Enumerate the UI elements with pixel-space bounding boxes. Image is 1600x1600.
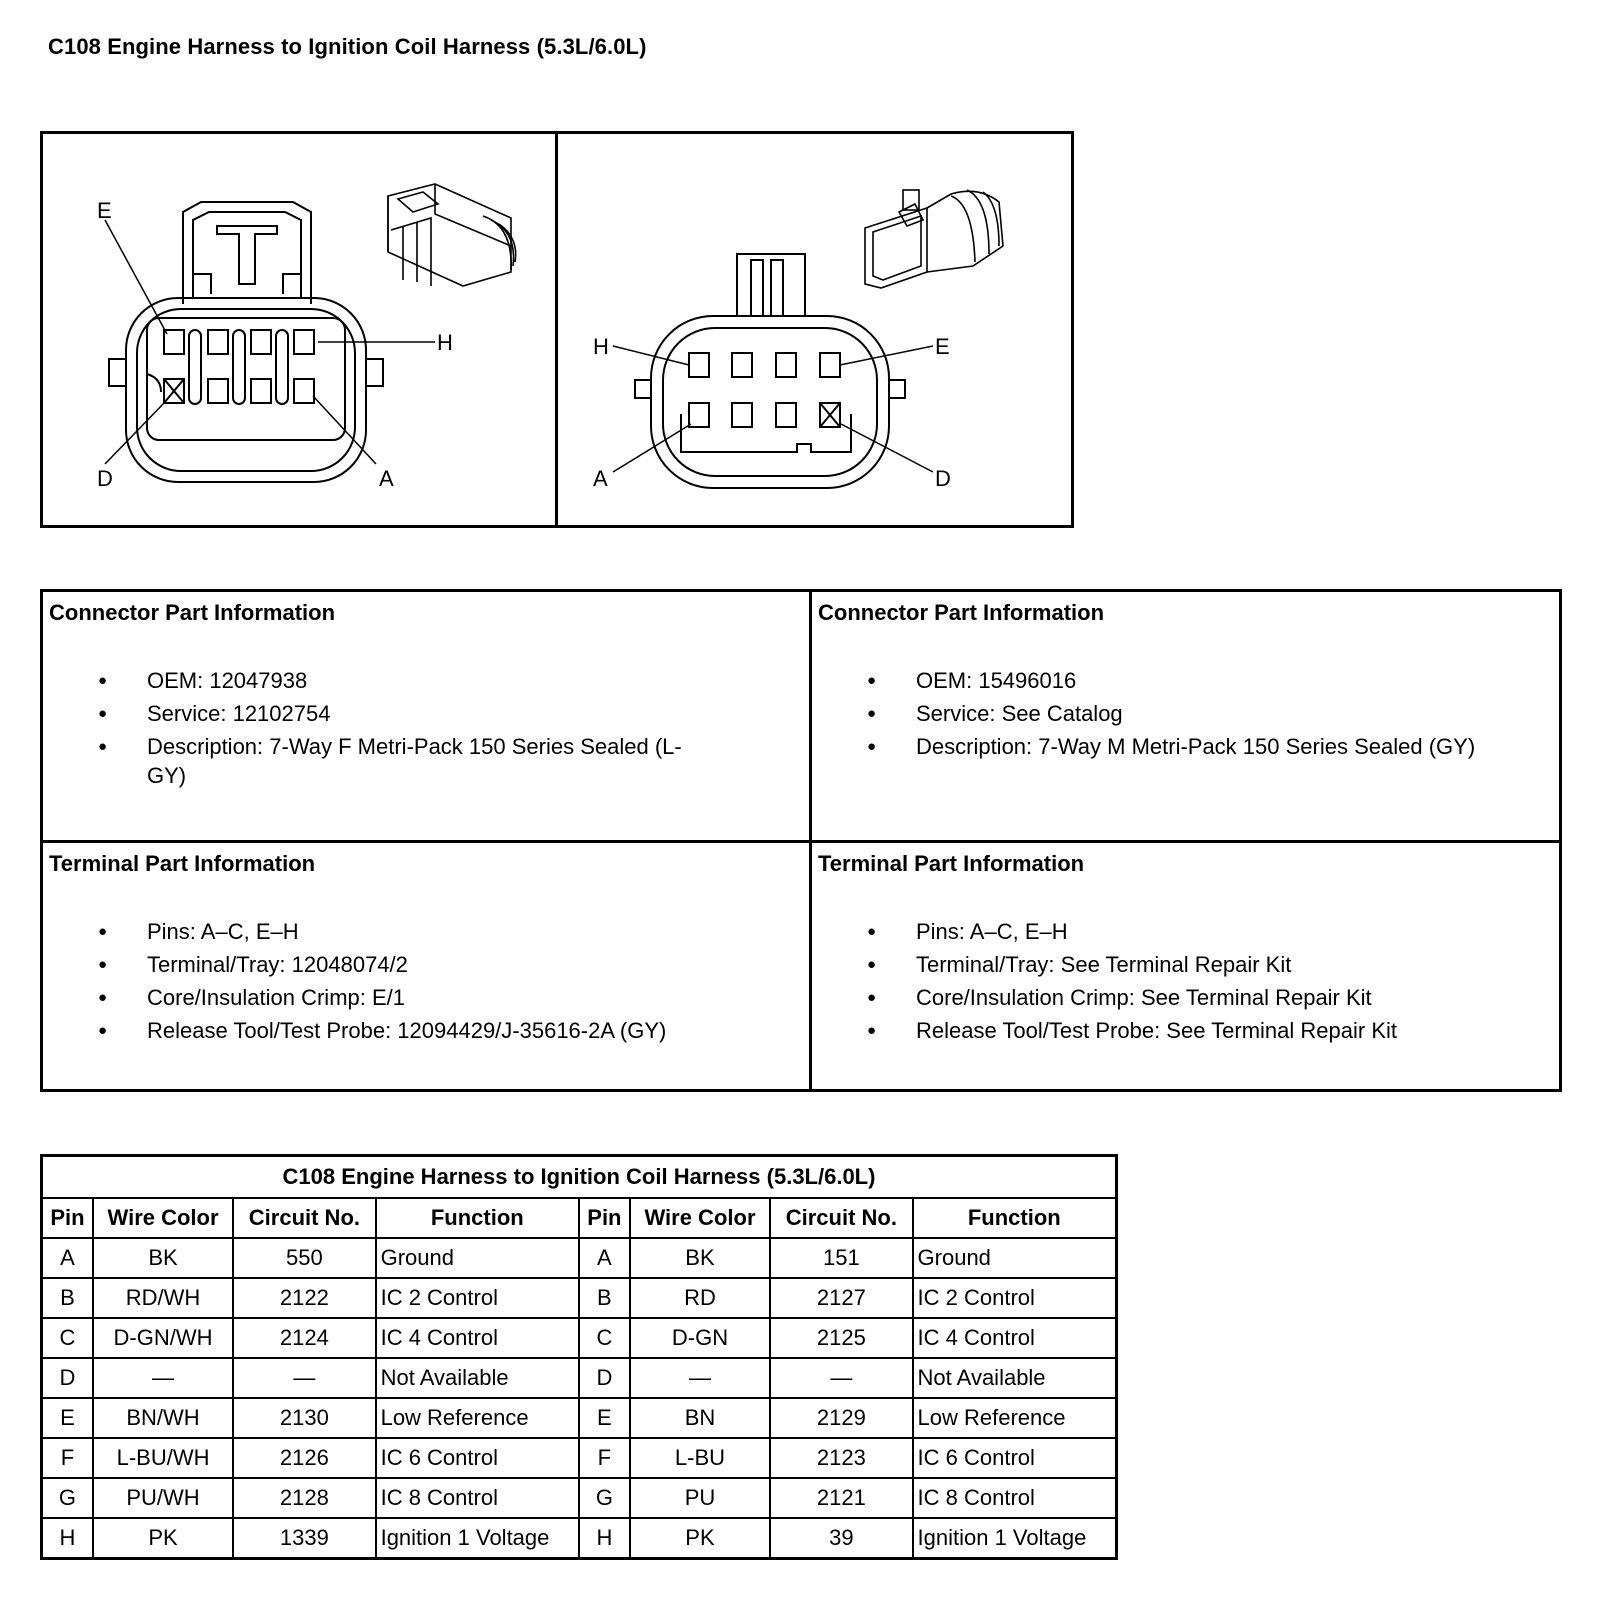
wire-color-cell: PK bbox=[630, 1518, 770, 1559]
function-cell: Not Available bbox=[376, 1358, 579, 1398]
circuit-number-cell: 2126 bbox=[233, 1438, 375, 1478]
function-cell: Ground bbox=[376, 1238, 579, 1278]
connector-info-left-list bbox=[49, 666, 803, 790]
wire-color-cell: L-BU bbox=[630, 1438, 770, 1478]
terminal-info-right bbox=[812, 843, 1562, 1092]
circuit-number-cell: 151 bbox=[770, 1238, 912, 1278]
circuit-number-cell: 2129 bbox=[770, 1398, 912, 1438]
function-cell: IC 4 Control bbox=[913, 1318, 1117, 1358]
wire-color-cell: PU/WH bbox=[93, 1478, 233, 1518]
connector-diagram-panel bbox=[40, 131, 1074, 528]
column-header: Function bbox=[913, 1198, 1117, 1238]
pin-cell: A bbox=[579, 1238, 630, 1278]
male-connector-face bbox=[613, 254, 933, 488]
female-connector-iso-icon bbox=[388, 184, 516, 286]
connector-info-left-title: Connector Part Information bbox=[49, 600, 336, 625]
part-information-table bbox=[40, 589, 1562, 1092]
wire-color-cell: — bbox=[93, 1358, 233, 1398]
terminal-info-right-list bbox=[818, 917, 1556, 1045]
label-A-left: A bbox=[379, 466, 394, 491]
connector-diagram bbox=[43, 134, 1071, 525]
wire-color-cell: BN/WH bbox=[93, 1398, 233, 1438]
function-cell: IC 6 Control bbox=[376, 1438, 579, 1478]
pin-cell: E bbox=[42, 1398, 93, 1438]
column-header: Circuit No. bbox=[770, 1198, 912, 1238]
wire-color-cell: — bbox=[630, 1358, 770, 1398]
pin-cell: D bbox=[42, 1358, 93, 1398]
wire-color-cell: PK bbox=[93, 1518, 233, 1559]
function-cell: Not Available bbox=[913, 1358, 1117, 1398]
circuit-number-cell: 2127 bbox=[770, 1278, 912, 1318]
label-D-left: D bbox=[97, 466, 113, 491]
table-row bbox=[42, 1438, 1117, 1478]
table-row bbox=[42, 1358, 1117, 1398]
label-E-right: E bbox=[935, 334, 950, 359]
wire-color-cell: BK bbox=[630, 1238, 770, 1278]
circuit-number-cell: — bbox=[770, 1358, 912, 1398]
pin-cell: G bbox=[579, 1478, 630, 1518]
circuit-number-cell: 2124 bbox=[233, 1318, 375, 1358]
column-header: Pin bbox=[42, 1198, 93, 1238]
connector-info-left bbox=[43, 592, 809, 840]
list-item: ● Pins: A–C, E–H bbox=[818, 917, 1476, 946]
table-row bbox=[42, 1398, 1117, 1438]
wire-color-cell: PU bbox=[630, 1478, 770, 1518]
pin-cell: A bbox=[42, 1238, 93, 1278]
label-A-right: A bbox=[593, 466, 608, 491]
function-cell: IC 2 Control bbox=[913, 1278, 1117, 1318]
function-cell: Low Reference bbox=[376, 1398, 579, 1438]
connector-info-right-title: Connector Part Information bbox=[818, 600, 1105, 625]
circuit-number-cell: 2128 bbox=[233, 1478, 375, 1518]
list-item: ● Terminal/Tray: 12048074/2 bbox=[49, 950, 707, 979]
list-item: ● Terminal/Tray: See Terminal Repair Kit bbox=[818, 950, 1476, 979]
wire-color-cell: D-GN/WH bbox=[93, 1318, 233, 1358]
column-header: Wire Color bbox=[630, 1198, 770, 1238]
pinout-table-caption: C108 Engine Harness to Ignition Coil Harness (5.3L/6.0L) bbox=[42, 1156, 1117, 1199]
label-E-left: E bbox=[97, 198, 112, 223]
pin-cell: G bbox=[42, 1478, 93, 1518]
list-item: ● OEM: 15496016 bbox=[818, 666, 1476, 695]
function-cell: Ground bbox=[913, 1238, 1117, 1278]
function-cell: IC 4 Control bbox=[376, 1318, 579, 1358]
list-item: ● Core/Insulation Crimp: See Terminal Repair Kit bbox=[818, 983, 1476, 1012]
circuit-number-cell: 39 bbox=[770, 1518, 912, 1559]
list-item: ● Core/Insulation Crimp: E/1 bbox=[49, 983, 707, 1012]
pin-cell: C bbox=[42, 1318, 93, 1358]
column-header: Pin bbox=[579, 1198, 630, 1238]
list-item: ● OEM: 12047938 bbox=[49, 666, 707, 695]
pin-cell: B bbox=[42, 1278, 93, 1318]
terminal-info-left bbox=[43, 843, 809, 1092]
function-cell: IC 8 Control bbox=[913, 1478, 1117, 1518]
terminal-info-left-title: Terminal Part Information bbox=[49, 851, 316, 876]
list-item: ● Service: See Catalog bbox=[818, 699, 1476, 728]
pinout-table-body bbox=[42, 1238, 1117, 1559]
column-header: Circuit No. bbox=[233, 1198, 375, 1238]
pin-cell: C bbox=[579, 1318, 630, 1358]
circuit-number-cell: 2121 bbox=[770, 1478, 912, 1518]
connector-info-right bbox=[812, 592, 1562, 840]
list-item: ● Service: 12102754 bbox=[49, 699, 707, 728]
pinout-table-header-row bbox=[42, 1198, 1117, 1238]
function-cell: Low Reference bbox=[913, 1398, 1117, 1438]
table-row bbox=[42, 1318, 1117, 1358]
pin-cell: H bbox=[42, 1518, 93, 1559]
label-D-right: D bbox=[935, 466, 951, 491]
pinout-table bbox=[40, 1154, 1118, 1560]
label-H-left: H bbox=[437, 330, 453, 355]
wire-color-cell: D-GN bbox=[630, 1318, 770, 1358]
list-item: ● Description: 7-Way F Metri-Pack 150 Series Sealed (L-GY) bbox=[49, 732, 707, 790]
terminal-info-right-title: Terminal Part Information bbox=[818, 851, 1085, 876]
circuit-number-cell: 2125 bbox=[770, 1318, 912, 1358]
function-cell: Ignition 1 Voltage bbox=[376, 1518, 579, 1559]
wire-color-cell: BK bbox=[93, 1238, 233, 1278]
connector-info-right-list bbox=[818, 666, 1556, 761]
column-header: Function bbox=[376, 1198, 579, 1238]
wire-color-cell: BN bbox=[630, 1398, 770, 1438]
label-H-right: H bbox=[593, 334, 609, 359]
function-cell: IC 2 Control bbox=[376, 1278, 579, 1318]
pin-cell: H bbox=[579, 1518, 630, 1559]
circuit-number-cell: — bbox=[233, 1358, 375, 1398]
circuit-number-cell: 1339 bbox=[233, 1518, 375, 1559]
table-row bbox=[42, 1518, 1117, 1559]
table-row bbox=[42, 1238, 1117, 1278]
list-item: ● Description: 7-Way M Metri-Pack 150 Series Sealed (GY) bbox=[818, 732, 1476, 761]
circuit-number-cell: 550 bbox=[233, 1238, 375, 1278]
circuit-number-cell: 2123 bbox=[770, 1438, 912, 1478]
column-header: Wire Color bbox=[93, 1198, 233, 1238]
page-title: C108 Engine Harness to Ignition Coil Harness (5.3L/6.0L) bbox=[48, 34, 647, 59]
table-row bbox=[42, 1278, 1117, 1318]
list-item: ● Release Tool/Test Probe: See Terminal Repair Kit bbox=[818, 1016, 1476, 1045]
circuit-number-cell: 2122 bbox=[233, 1278, 375, 1318]
pin-cell: B bbox=[579, 1278, 630, 1318]
function-cell: IC 8 Control bbox=[376, 1478, 579, 1518]
pin-cell: F bbox=[42, 1438, 93, 1478]
pin-cell: E bbox=[579, 1398, 630, 1438]
wire-color-cell: RD/WH bbox=[93, 1278, 233, 1318]
function-cell: Ignition 1 Voltage bbox=[913, 1518, 1117, 1559]
list-item: ● Release Tool/Test Probe: 12094429/J-35616-2A (GY) bbox=[49, 1016, 707, 1045]
wire-color-cell: L-BU/WH bbox=[93, 1438, 233, 1478]
female-connector-face bbox=[105, 202, 435, 482]
table-row bbox=[42, 1478, 1117, 1518]
male-connector-iso-icon bbox=[865, 190, 1003, 288]
terminal-info-left-list bbox=[49, 917, 803, 1045]
pin-cell: F bbox=[579, 1438, 630, 1478]
wire-color-cell: RD bbox=[630, 1278, 770, 1318]
circuit-number-cell: 2130 bbox=[233, 1398, 375, 1438]
list-item: ● Pins: A–C, E–H bbox=[49, 917, 707, 946]
pin-cell: D bbox=[579, 1358, 630, 1398]
function-cell: IC 6 Control bbox=[913, 1438, 1117, 1478]
